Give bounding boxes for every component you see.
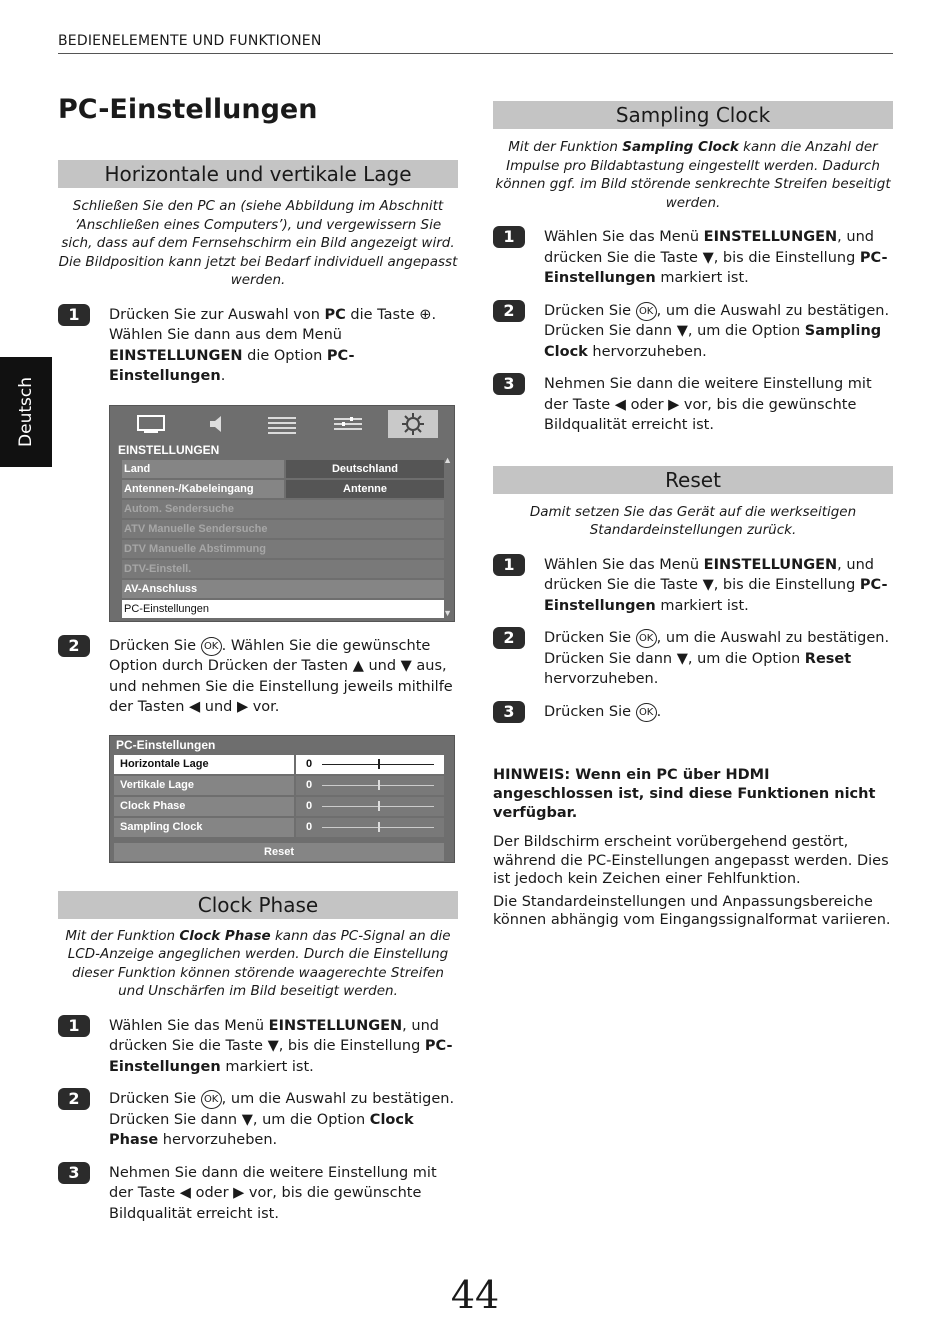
pc-row-clock-phase bbox=[114, 797, 444, 816]
slider-marker bbox=[378, 780, 380, 790]
header-rule bbox=[58, 53, 893, 54]
scroll-down-icon: ▼ bbox=[443, 607, 452, 618]
intro-text: kann die Anzahl der Impulse pro Bildabtastung eingestellt werden. Dadurch können ggf. im Bild störende senkrechte Streifen beseitigt werden. bbox=[495, 139, 891, 211]
step-3 bbox=[493, 702, 893, 723]
step-text: markiert ist. bbox=[655, 597, 749, 614]
slider-marker bbox=[378, 759, 380, 769]
step-text: Drücken Sie zur Auswahl von bbox=[109, 306, 325, 323]
menu-row-label: Antennen-/Kabeleingang bbox=[122, 480, 284, 498]
step-text-bold: PC-Einstellungen bbox=[109, 1038, 453, 1075]
step-number: 1 bbox=[58, 304, 90, 326]
section-title-reset: Reset bbox=[493, 466, 893, 494]
step-number: 2 bbox=[493, 300, 525, 322]
step-number: 3 bbox=[493, 373, 525, 395]
step-text-bold: PC-Einstellungen bbox=[544, 249, 888, 286]
intro-text-bold: Clock Phase bbox=[179, 927, 271, 944]
step-text: , um die Auswahl zu bestätigen. Drücken Sie dann ▼, um die Option bbox=[109, 1091, 455, 1128]
step-text: , um die Auswahl zu bestätigen. Drücken Sie dann ▼, um die Option bbox=[544, 302, 890, 339]
menu-title: PC-Einstellungen bbox=[116, 737, 216, 752]
step-text-bold: EINSTELLUNGEN bbox=[703, 556, 838, 573]
ok-button-icon: OK bbox=[636, 703, 657, 722]
step-1 bbox=[493, 227, 893, 289]
pc-row-label: Vertikale Lage bbox=[114, 776, 294, 795]
section-intro bbox=[493, 138, 893, 212]
ok-button-icon: OK bbox=[201, 1090, 222, 1109]
section-intro bbox=[58, 927, 458, 1001]
step-text: . Wählen Sie dann aus dem Menü bbox=[109, 306, 437, 343]
step-text: Drücken Sie bbox=[109, 637, 201, 654]
pc-reset-row: Reset bbox=[114, 843, 444, 861]
hdmi-note: HINWEIS: Wenn ein PC über HDMI angeschlossen ist, sind diese Funktionen nicht verfügbar. bbox=[493, 767, 876, 821]
menu-row-label: Land bbox=[122, 460, 284, 478]
step-2 bbox=[58, 636, 458, 718]
menu-icon-bar bbox=[110, 406, 454, 442]
section-intro: Damit setzen Sie das Gerät auf die werkseitigen Standardeinstellungen zurück. bbox=[529, 503, 857, 538]
step-3 bbox=[58, 1163, 458, 1225]
intro-text: Mit der Funktion bbox=[508, 139, 623, 155]
ok-button-icon: OK bbox=[201, 637, 222, 656]
pc-row-value: 0 bbox=[306, 799, 313, 812]
step-text: , und drücken Sie die Taste ▼, bis die Einstellung bbox=[109, 1017, 439, 1054]
preferences-icon bbox=[257, 410, 307, 438]
step-2 bbox=[493, 628, 893, 690]
step-number: 1 bbox=[58, 1015, 90, 1037]
step-text: , und drücken Sie die Taste ▼, bis die Einstellung bbox=[544, 229, 874, 266]
step-text: Wählen Sie das Menü bbox=[544, 229, 704, 245]
step-text: . bbox=[656, 703, 662, 720]
settings-menu-screenshot bbox=[109, 405, 455, 622]
step-text: Wählen Sie das Menü bbox=[544, 556, 704, 573]
pc-row-label: Horizontale Lage bbox=[114, 755, 294, 774]
running-header: BEDIENELEMENTE UND FUNKTIONEN bbox=[58, 33, 322, 49]
step-text-bold: PC-Einstellungen bbox=[109, 347, 355, 384]
step-number: 1 bbox=[493, 226, 525, 248]
step-number: 3 bbox=[493, 701, 525, 723]
step-number: 2 bbox=[493, 627, 525, 649]
pc-row-label: Clock Phase bbox=[114, 797, 294, 816]
pc-row-slider bbox=[296, 776, 444, 795]
step-number: 1 bbox=[493, 554, 525, 576]
step-number: 2 bbox=[58, 1088, 90, 1110]
menu-row-av bbox=[122, 580, 444, 598]
step-text: Drücken Sie bbox=[544, 630, 636, 646]
setup-sliders-icon bbox=[323, 410, 373, 438]
step-text: Nehmen Sie dann die weitere Einstellung mit der Taste ◀ oder ▶ vor, bis die gewünschte Bildqualität erreicht ist. bbox=[109, 1164, 437, 1222]
step-1 bbox=[58, 1016, 458, 1078]
settings-gear-icon bbox=[388, 410, 438, 438]
menu-row-disabled bbox=[122, 500, 444, 518]
step-text: die Taste bbox=[345, 306, 420, 323]
step-3 bbox=[493, 374, 893, 436]
menu-row-label: DTV Manuelle Abstimmung bbox=[122, 540, 444, 558]
sound-icon bbox=[191, 410, 241, 438]
step-2 bbox=[493, 301, 893, 363]
section-title-sampling-clock: Sampling Clock bbox=[493, 101, 893, 129]
step-text: Nehmen Sie dann die weitere Einstellung mit der Taste ◀ oder ▶ vor, bis die gewünschte Bildqualität erreicht ist. bbox=[544, 376, 872, 433]
step-text: hervorzuheben. bbox=[587, 343, 707, 360]
input-source-icon: ⊕ bbox=[419, 306, 432, 323]
menu-row-value: Deutschland bbox=[286, 460, 444, 478]
menu-title: EINSTELLUNGEN bbox=[118, 442, 220, 457]
step-text: , und drücken Sie die Taste ▼, bis die Einstellung bbox=[544, 556, 874, 593]
menu-row-country bbox=[122, 460, 444, 478]
step-text: hervorzuheben. bbox=[544, 671, 659, 687]
step-number: 2 bbox=[58, 635, 90, 657]
right-column bbox=[493, 101, 893, 930]
slider-marker bbox=[378, 822, 380, 832]
menu-row-label: DTV-Einstell. bbox=[122, 560, 444, 578]
step-text: die Option bbox=[242, 347, 327, 364]
menu-row-label: PC-Einstellungen bbox=[122, 600, 444, 618]
note-paragraph: Die Standardeinstellungen und Anpassungsbereiche können abhängig vom Eingangssignalformat variieren. bbox=[493, 893, 891, 928]
step-text-bold: EINSTELLUNGEN bbox=[268, 1017, 403, 1034]
picture-icon bbox=[126, 410, 176, 438]
step-text: . Wählen Sie die gewünschte Option durch Drücken der Tasten ▲ und ▼ aus, und nehmen Sie die Einstellung jeweils mithilfe der Tasten ◀ und ▶ vor. bbox=[109, 637, 453, 715]
step-number: 3 bbox=[58, 1162, 90, 1184]
left-column bbox=[58, 160, 458, 1224]
section-title-position: Horizontale und vertikale Lage bbox=[58, 160, 458, 188]
pc-row-label: Sampling Clock bbox=[114, 818, 294, 837]
ok-button-icon: OK bbox=[636, 629, 657, 648]
pc-row-slider bbox=[296, 818, 444, 837]
menu-row-disabled bbox=[122, 540, 444, 558]
menu-row-value: Antenne bbox=[286, 480, 444, 498]
page-title: PC-Einstellungen bbox=[58, 94, 318, 125]
step-text: markiert ist. bbox=[655, 270, 749, 286]
pc-row-vertical bbox=[114, 776, 444, 795]
pc-row-sampling-clock bbox=[114, 818, 444, 837]
menu-row-label: AV-Anschluss bbox=[122, 580, 444, 598]
step-text: hervorzuheben. bbox=[158, 1132, 278, 1148]
pc-row-value: 0 bbox=[306, 820, 313, 833]
step-1 bbox=[493, 555, 893, 617]
step-text: markiert ist. bbox=[220, 1058, 314, 1075]
ok-button-icon: OK bbox=[636, 302, 657, 321]
step-text: , um die Auswahl zu bestätigen. Drücken Sie dann ▼, um die Option bbox=[544, 630, 890, 667]
intro-text: kann das PC-Signal an die LCD-Anzeige angeglichen werden. Durch die Einstellung dieser Funktion können störende waagerechte Streifen und Unschärfen im Bild beseitigt werden. bbox=[67, 927, 451, 999]
menu-row-selected bbox=[122, 600, 444, 618]
step-text-bold: Clock Phase bbox=[109, 1111, 414, 1148]
step-text-bold: PC-Einstellungen bbox=[544, 577, 888, 614]
menu-row-label: Autom. Sendersuche bbox=[122, 500, 444, 518]
intro-text-bold: Sampling Clock bbox=[622, 139, 739, 155]
note-paragraph: Der Bildschirm erscheint vorübergehend gestört, während die PC-Einstellungen angepasst werden. Dies ist jedoch kein Zeichen einer Fehlfunktion. bbox=[493, 834, 889, 887]
menu-row-disabled bbox=[122, 560, 444, 578]
step-text: Wählen Sie das Menü bbox=[109, 1017, 269, 1034]
menu-row-label: ATV Manuelle Sendersuche bbox=[122, 520, 444, 538]
pc-row-slider bbox=[296, 755, 444, 774]
step-text: . bbox=[220, 368, 226, 384]
step-text-bold: PC bbox=[324, 306, 346, 323]
menu-row-disabled bbox=[122, 520, 444, 538]
pc-settings-menu-screenshot bbox=[109, 735, 455, 863]
section-intro: Schließen Sie den PC an (siehe Abbildung im Abschnitt ‘Anschließen eines Computers’), und vergewissern Sie sich, dass auf dem Fernsehschirm ein Bild angezeigt wird. Die Bildposition kann jetzt bei Bedarf individuell angepasst werden. bbox=[58, 198, 458, 288]
step-text: Drücken Sie bbox=[544, 302, 636, 319]
section-title-clock-phase: Clock Phase bbox=[58, 891, 458, 919]
intro-text: Mit der Funktion bbox=[65, 927, 180, 944]
step-1 bbox=[58, 305, 458, 387]
language-side-tab bbox=[0, 357, 52, 467]
pc-row-slider bbox=[296, 797, 444, 816]
step-text-bold: Reset bbox=[804, 650, 852, 667]
page-number: 44 bbox=[450, 1273, 500, 1317]
menu-row-antenna bbox=[122, 480, 444, 498]
step-text-bold: EINSTELLUNGEN bbox=[703, 229, 838, 245]
pc-row-value: 0 bbox=[306, 757, 313, 770]
scroll-up-icon: ▲ bbox=[443, 454, 452, 465]
step-text-bold: Sampling Clock bbox=[544, 323, 882, 360]
step-text: Drücken Sie bbox=[109, 1091, 201, 1107]
step-text-bold: EINSTELLUNGEN bbox=[109, 347, 243, 364]
step-text: Drücken Sie bbox=[544, 703, 636, 720]
step-2 bbox=[58, 1089, 458, 1151]
pc-row-value: 0 bbox=[306, 778, 313, 791]
slider-marker bbox=[378, 801, 380, 811]
side-tab-label: Deutsch bbox=[16, 377, 36, 447]
pc-row-horizontal bbox=[114, 755, 444, 774]
